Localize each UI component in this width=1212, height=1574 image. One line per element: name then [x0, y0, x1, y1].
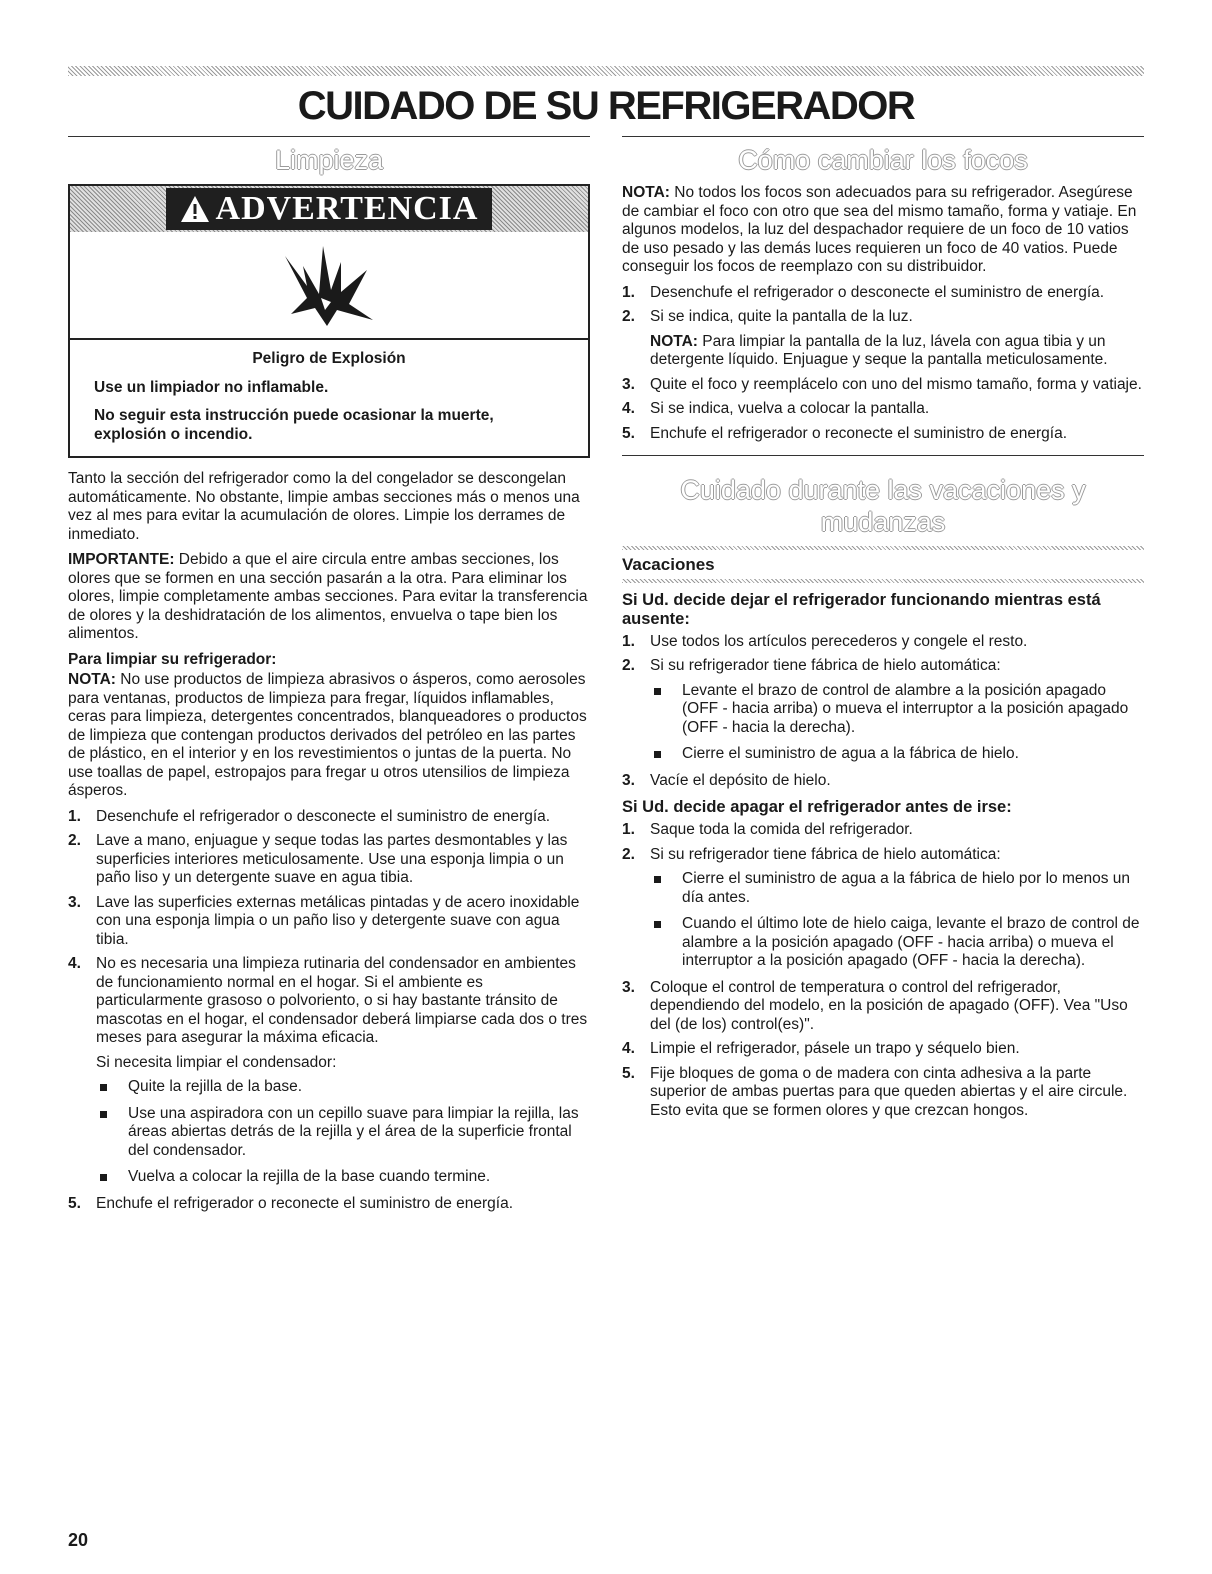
step-text: Coloque el control de temperatura o control del refrigerador, dependiendo del modelo, en la posición de apagado (OFF). Vea "Uso del (de los) control(es)". [650, 978, 1128, 1033]
clean-subheading: Para limpiar su refrigerador: [68, 650, 277, 668]
top-hatch-bar [68, 66, 1144, 76]
warning-triangle-icon [180, 195, 210, 223]
step-text: Lave las superficies externas metálicas pintadas y de acero inoxidable con una esponja limpia o un paño liso y detergente suave con agua tibia. [96, 893, 580, 948]
list-item [622, 821, 1144, 840]
clean-steps [68, 808, 590, 1214]
step-number: 3. [622, 978, 635, 996]
list-item [622, 772, 1144, 791]
step-text: Vacíe el depósito de hielo. [650, 771, 831, 789]
step-text: Desenchufe el refrigerador o desconecte el suministro de energía. [96, 807, 551, 825]
right-column [622, 144, 1144, 1127]
list-item [68, 832, 590, 888]
step2-note [650, 333, 1144, 370]
list-item [622, 308, 1144, 370]
list-item [622, 425, 1144, 444]
step-number: 3. [622, 375, 635, 393]
step-number: 3. [622, 771, 635, 789]
list-item [622, 1065, 1144, 1121]
warning-line-1: Use un limpiador no inflamable. [94, 378, 329, 396]
vac-a-steps [622, 633, 1144, 791]
list-item [622, 1040, 1144, 1059]
bullet-item: Vuelva a colocar la rejilla de la base cuando termine. [96, 1168, 590, 1187]
condenser-bullets [96, 1078, 590, 1187]
step-number: 3. [68, 893, 81, 911]
list-item [622, 846, 1144, 971]
step-number: 1. [622, 821, 635, 838]
step-text: Use todos los artículos perecederos y congele el resto. [650, 632, 1028, 650]
step-text: Si se indica, quite la pantalla de la luz. [650, 308, 913, 325]
step-text: Lave a mano, enjuague y seque todas las partes desmontables y las superficies interiores meticulosamente. Use una esponja limpia o un paño liso y un detergente suave en agua tibia. [96, 832, 568, 886]
step-text: No es necesaria una limpieza rutinaria del condensador en ambientes de funcionamiento normal en el hogar. Si el ambiente es particularmente grasoso o polvoriento, o si hay bastante tránsito de mascotas en el hogar, el condensador deberá limpiarse cada dos o tres meses para asegurar la máxima eficacia. [96, 955, 588, 1046]
step-number: 4. [622, 1040, 635, 1057]
list-item [622, 633, 1144, 652]
section-title-vacaciones: Cuidado durante las vacaciones y mudanzas [680, 475, 1086, 537]
nota-text: No todos los focos son adecuados para su refrigerador. Asegúrese de cambiar el foco con otro que sea del mismo tamaño, forma y vatiaje. En algunos modelos, la luz del despachador requiere de un foco de 10 vatios de uso pesado y las demás luces requieren un foco de 40 vatios. Puede conseguir los focos de reemplazo con su distribuidor. [622, 184, 1137, 275]
vac-b-heading: Si Ud. decide apagar el refrigerador antes de irse: [622, 798, 1012, 816]
section-divider [622, 455, 1144, 456]
nota-label: NOTA: [68, 671, 116, 688]
nota-label: NOTA: [622, 184, 670, 201]
list-item [68, 808, 590, 827]
focos-note [622, 184, 1144, 277]
step-text: Fije bloques de goma o de madera con cinta adhesiva a la parte superior de ambas puertas para que queden abiertas y el aire circule. Esto evita que se formen olores y que crezcan hongos. [650, 1064, 1128, 1119]
bullet-item: Cierre el suministro de agua a la fábrica de hielo por lo menos un día antes. [650, 870, 1144, 907]
nota-label: NOTA: [650, 332, 698, 350]
explosion-icon [281, 242, 377, 328]
step-text: Si se indica, vuelva a colocar la pantalla. [650, 400, 930, 417]
step-number: 2. [622, 845, 635, 863]
step-number: 4. [68, 955, 81, 972]
step-text: Enchufe el refrigerador o reconecte el suministro de energía. [96, 1194, 514, 1212]
step-number: 5. [622, 424, 635, 442]
page-title: CUIDADO DE SU REFRIGERADOR [297, 84, 915, 128]
focos-steps [622, 284, 1144, 444]
title-rule-right [622, 136, 1144, 137]
step-text: Si su refrigerador tiene fábrica de hielo automática: [650, 657, 1001, 674]
vac-a-heading: Si Ud. decide dejar el refrigerador funcionando mientras está ausente: [622, 590, 1101, 628]
step-text: Quite el foco y reemplácelo con uno del mismo tamaño, forma y vatiaje. [650, 375, 1142, 393]
section-title-focos: Cómo cambiar los focos [738, 145, 1028, 175]
warning-text [70, 340, 588, 456]
bullet-item: Cierre el suministro de agua a la fábrica de hielo. [650, 745, 1144, 764]
warning-word: ADVERTENCIA [215, 190, 479, 227]
warning-box [68, 184, 590, 458]
step-text: Si su refrigerador tiene fábrica de hielo automática: [650, 845, 1001, 863]
left-column [68, 144, 590, 1220]
nota-text: No use productos de limpieza abrasivos o ásperos, como aerosoles para ventanas, productos de limpieza para fregar, líquidos inflamables, ceras para limpieza, detergentes concentrados, blanqueadores o productos de limpieza que contengan productos derivados del petróleo en las partes de plástico, en el interior y en los revestimientos o juntas de la puerta. No use toallas de papel, estropajos para fregar u otros utensilios de limpieza ásperos. [68, 671, 587, 799]
warning-header [70, 186, 588, 232]
step-text: Saque toda la comida del refrigerador. [650, 821, 913, 838]
step-number: 5. [68, 1194, 81, 1212]
bullet-item: Cuando el último lote de hielo caiga, levante el brazo de control de alambre a la posición apagado (OFF - hacia arriba) o mueva el interruptor a la posición apagado (OFF - hacia la derecha). [650, 915, 1144, 971]
title-rule-left [68, 136, 590, 137]
list-item [68, 894, 590, 950]
bullet-item: Use una aspiradora con un cepillo suave para limpiar la rejilla, las áreas abiertas detrás de la rejilla y el área de la superficie frontal del condensador. [96, 1105, 590, 1161]
list-item [622, 657, 1144, 764]
list-item [622, 400, 1144, 419]
step-number: 5. [622, 1064, 635, 1082]
step-number: 1. [622, 632, 635, 650]
condenser-intro: Si necesita limpiar el condensador: [96, 1053, 337, 1071]
important-label: IMPORTANTE: [68, 551, 175, 568]
vac-b-steps [622, 821, 1144, 1120]
explosion-area [70, 232, 588, 340]
step-number: 2. [68, 832, 81, 849]
hatch-divider-bottom [622, 579, 1144, 583]
step-number: 1. [622, 283, 635, 301]
page-number: 20 [68, 1530, 89, 1550]
step-number: 1. [68, 807, 81, 825]
step-number: 2. [622, 657, 635, 674]
step-text: Enchufe el refrigerador o reconecte el suministro de energía. [650, 424, 1068, 442]
intro-paragraph: Tanto la sección del refrigerador como la del congelador se descongelan automáticamente. No obstante, limpie ambas secciones más o menos una vez al mes para evitar la acumulación de olores. Limpie los derrames de inmediato. [68, 470, 580, 543]
list-item [68, 1195, 590, 1214]
list-item [622, 979, 1144, 1035]
clean-note [68, 671, 590, 801]
section-title-limpieza: Limpieza [274, 145, 384, 175]
important-paragraph [68, 551, 590, 644]
list-item [622, 284, 1144, 303]
step-text: Desenchufe el refrigerador o desconecte el suministro de energía. [650, 283, 1105, 301]
nota-text: Para limpiar la pantalla de la luz, lávela con agua tibia y un detergente líquido. Enjuague y seque la pantalla meticulosamente. [650, 332, 1108, 368]
bullet-item: Quite la rejilla de la base. [96, 1078, 590, 1097]
step-number: 2. [622, 308, 635, 325]
bullet-item: Levante el brazo de control de alambre a la posición apagado (OFF - hacia arriba) o mueva el interruptor a la posición apagado (OFF - hacia la derecha). [650, 682, 1144, 738]
vac-b-bullets [650, 870, 1144, 971]
vac-a-bullets [650, 682, 1144, 764]
warning-line-2: No seguir esta instrucción puede ocasionar la muerte, explosión o incendio. [94, 407, 494, 443]
important-text: Debido a que el aire circula entre ambas secciones, los olores que se formen en una sección pasarán a la otra. Para eliminar los olores, limpie completamente ambas secciones. Para evitar la transferencia de olores y la deshidratación de los alimentos, envuelva o tape bien los alimentos. [68, 551, 588, 642]
list-item [68, 955, 590, 1187]
step-text: Limpie el refrigerador, pásele un trapo y séquelo bien. [650, 1040, 1020, 1057]
warning-label [166, 188, 493, 230]
step-number: 4. [622, 400, 635, 417]
warning-hazard-title: Peligro de Explosión [252, 350, 406, 367]
list-item [622, 376, 1144, 395]
vacaciones-subheading: Vacaciones [622, 555, 715, 574]
